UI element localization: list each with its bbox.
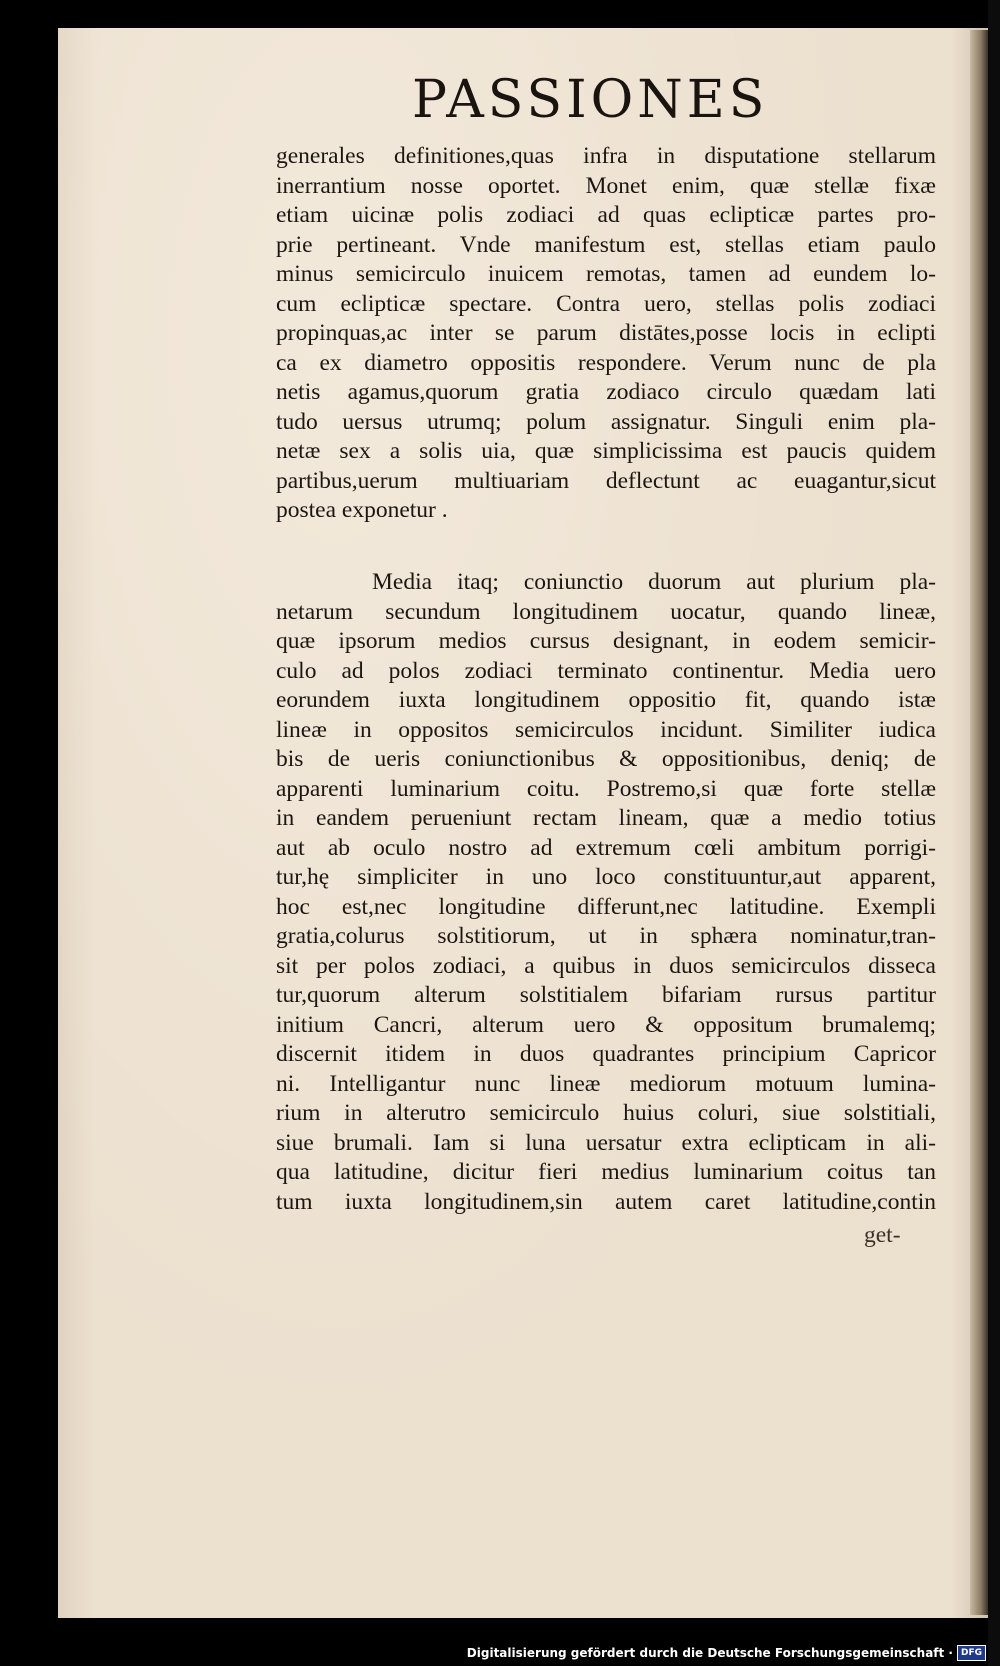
text-line: quæ ipsorum medios cursus designant, in eodem semicir- (276, 628, 936, 654)
text-line: rium in alterutro semicirculo huius coluri, siue solstitiali, (276, 1100, 936, 1126)
text-line: netæ sex a solis uia, quæ simplicissima est paucis quidem (276, 438, 936, 464)
running-head: PASSIONES (412, 70, 769, 130)
text-line: tudo uersus utrumq; polum assignatur. Singuli enim pla- (276, 408, 936, 435)
text-line: minus semicirculo inuicem remotas, tamen ad eundem lo- (276, 261, 936, 287)
text-line: generales definitiones,quas infra in disputatione stellarum (276, 143, 936, 169)
text-line: initium Cancri, alterum uero & oppositum brumalemq; (276, 1011, 936, 1038)
dfg-logo: DFG (957, 1645, 986, 1661)
text-line: aut ab oculo nostro ad extremum cœli ambitum porrigi- (276, 834, 936, 861)
text-line: etiam uicinæ polis zodiaci ad quas eclipticæ partes pro- (276, 202, 936, 228)
credit-text: Digitalisierung gefördert durch die Deutsche Forschungsgemeinschaft · (466, 1646, 953, 1660)
text-line: tum iuxta longitudinem,sin autem caret latitudine,contin (276, 1188, 936, 1215)
text-line: hoc est,nec longitudine differunt,nec latitudine. Exempli (276, 893, 936, 920)
text-line: prie pertineant. Vnde manifestum est, stellas etiam paulo (276, 231, 936, 258)
text-line: cum eclipticæ spectare. Contra uero, stellas polis zodiaci (276, 290, 936, 317)
text-line: propinquas,ac inter se parum distātes,posse locis in eclipti (276, 320, 936, 346)
paragraph-1 (276, 142, 936, 526)
paragraph-2 (276, 568, 936, 1217)
text-line: netarum secundum longitudinem uocatur, quando lineæ, (276, 598, 936, 625)
text-line: gratia,colurus solstitiorum, ut in sphæra nominatur,tran- (276, 923, 936, 949)
text-line: tur,quorum alterum solstitialem bifariam rursus partitur (276, 982, 936, 1008)
text-line: tur,hę simpliciter in uno loco constituuntur,aut apparent, (276, 864, 936, 890)
digitization-credit (467, 1644, 986, 1662)
text-line: qua latitudine, dicitur fieri medius luminarium coitus tan (276, 1159, 936, 1185)
text-line: ni. Intelligantur nunc lineæ mediorum motuum lumina- (276, 1070, 936, 1097)
text-line: siue brumali. Iam si luna uersatur extra eclipticam in ali- (276, 1129, 936, 1156)
text-line: sit per polos zodiaci, a quibus in duos semicirculos disseca (276, 952, 936, 979)
text-line: ca ex diametro oppositis respondere. Verum nunc de pla (276, 349, 936, 376)
page-edge (970, 30, 988, 1615)
text-line: discernit itidem in duos quadrantes principium Capricor (276, 1041, 936, 1067)
text-line: inerrantium nosse oportet. Monet enim, quæ stellæ fixæ (276, 172, 936, 199)
text-line: netis agamus,quorum gratia zodiaco circulo quædam lati (276, 379, 936, 405)
text-line: lineæ in oppositos semicirculos incidunt. Similiter iudica (276, 716, 936, 743)
catchword: get- (864, 1222, 901, 1248)
text-line: culo ad polos zodiaci terminato continentur. Media uero (276, 657, 936, 684)
text-line: partibus,uerum multiuariam deflectunt ac euagantur,sicut (276, 467, 936, 494)
text-line: bis de ueris coniunctionibus & oppositionibus, deniq; de (276, 746, 936, 772)
text-line: apparenti luminarium coitu. Postremo,si quæ forte stellæ (276, 775, 936, 802)
scan-border (988, 0, 1000, 1666)
text-line: Media itaq; coniunctio duorum aut plurium pla- (372, 569, 936, 595)
text-line: postea exponetur . (276, 497, 448, 523)
text-line: eorundem iuxta longitudinem oppositio fit, quando istæ (276, 687, 936, 713)
text-line: in eandem perueniunt rectam lineam, quæ a medio totius (276, 805, 936, 831)
